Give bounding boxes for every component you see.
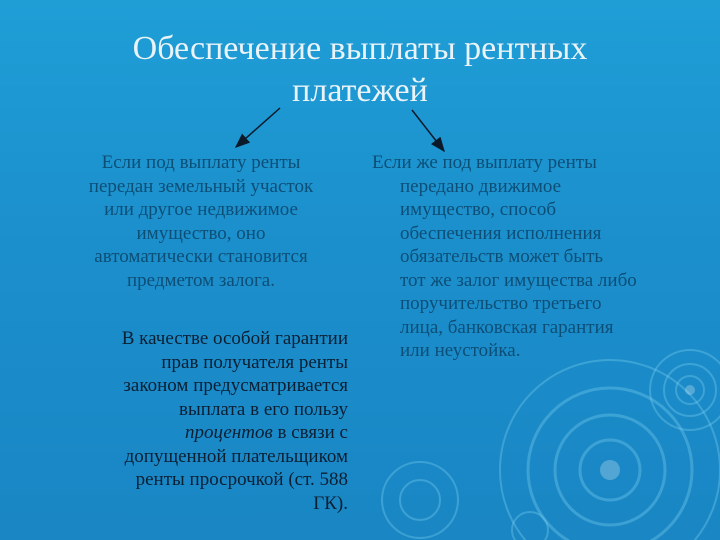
right-line: Если же под выплату ренты: [372, 152, 597, 173]
left-top-line: предметом залога.: [126, 269, 275, 291]
right-line: передано движимое: [400, 175, 562, 197]
right-line: обязательств может быть: [400, 246, 604, 267]
left-top-paragraph: [56, 151, 346, 292]
left-bottom-line: прав получателя ренты: [161, 351, 348, 373]
right-arrow-icon: [412, 110, 444, 151]
right-line: тот же залог имущества либо: [400, 269, 637, 291]
left-top-line: Если под выплату ренты: [101, 152, 301, 173]
left-top-line: автоматически становится: [94, 246, 308, 267]
left-top-line: имущество, оно: [136, 222, 266, 244]
left-top-line: или другое недвижимое: [104, 199, 298, 220]
left-bottom-line-tail: в связи с: [277, 422, 348, 443]
left-bottom-paragraph: [70, 327, 348, 515]
right-line: обеспечения исполнения: [400, 222, 602, 244]
emphasis-word: процентов: [184, 422, 273, 443]
left-bottom-line: ренты просрочкой (ст. 588: [135, 469, 348, 490]
slide-title-line-2: платежей: [292, 72, 428, 109]
slide-title-line-1: Обеспечение выплаты рентных: [132, 30, 588, 67]
left-arrow-icon: [236, 108, 280, 147]
left-top-line: передан земельный участок: [88, 175, 314, 197]
left-bottom-line: ГК).: [313, 492, 348, 514]
right-paragraph: [372, 151, 687, 363]
left-bottom-line-emphasis: [70, 421, 348, 445]
right-line: имущество, способ: [400, 199, 556, 220]
left-bottom-line: законом предусматривается: [123, 375, 348, 396]
right-line: или неустойка.: [400, 340, 521, 361]
left-bottom-line: допущенной плательщиком: [124, 445, 348, 467]
right-line: лица, банковская гарантия: [400, 316, 614, 338]
right-line: поручительство третьего: [400, 293, 602, 314]
left-bottom-line: выплата в его пользу: [179, 398, 348, 420]
left-bottom-line: В качестве особой гарантии: [121, 328, 348, 349]
